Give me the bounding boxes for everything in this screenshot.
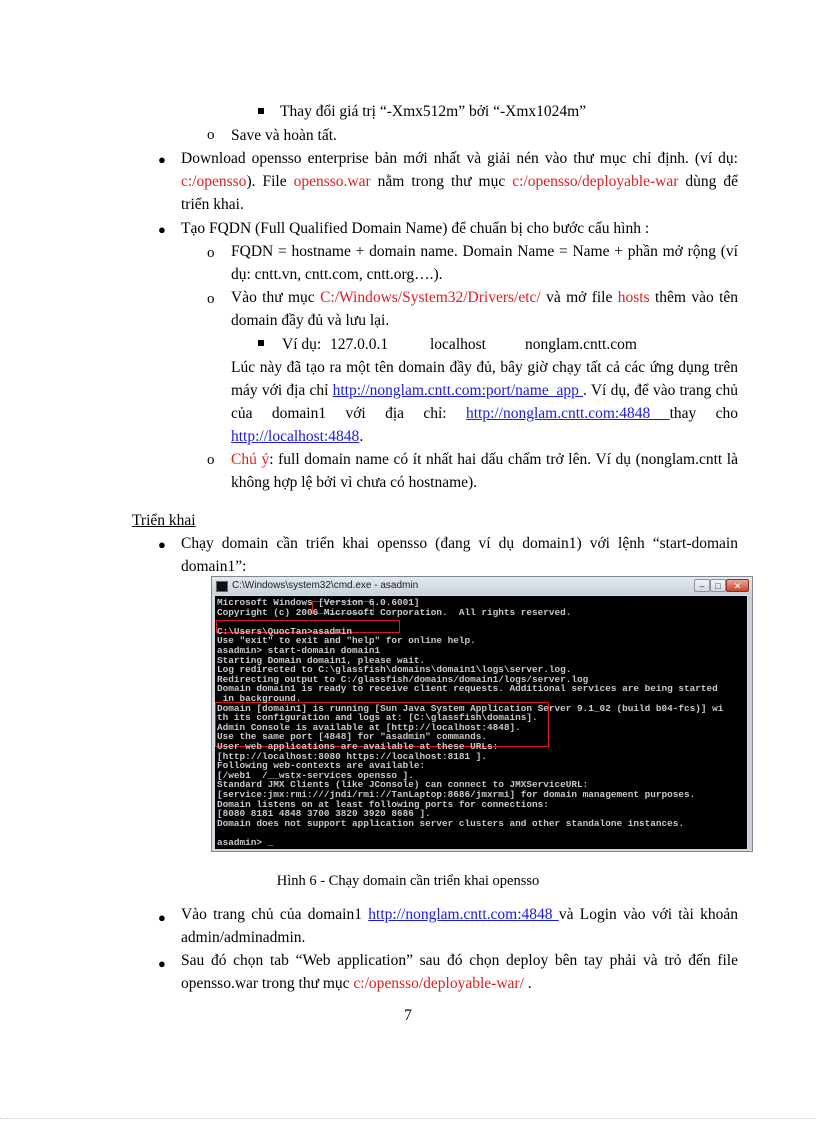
- circle-bullet-icon: o: [207, 245, 215, 261]
- download-text-2: ). File: [246, 173, 294, 190]
- console-line: Starting Domain domain1, please wait.: [217, 654, 426, 666]
- console-line: Domain [domain1] is running [Sun Java System Application Server 9.1_02 (build b04-fcs)] wi: [217, 702, 724, 714]
- login-text-2: và Login vào với tài khoản admin/adminadmin.: [181, 906, 738, 946]
- example-ip: 127.0.0.1: [330, 336, 389, 353]
- note-text-1: Lúc này đã tạo ra một tên domain đầy đủ, bây giờ chạy tất cả các ứng dụng trên máy với địa chỉ: [231, 359, 738, 399]
- download-paragraph: [181, 147, 738, 216]
- close-icon[interactable]: ✕: [726, 579, 749, 592]
- warning-paragraph: [231, 448, 738, 494]
- fqdn-title: Tạo FQDN (Full Qualified Domain Name) để chuẩn bị cho bước cấu hình :: [181, 220, 650, 237]
- square-bullet-icon: [258, 340, 264, 346]
- hosts-step-text-3: thêm vào tên domain đầy đủ và lưu lại.: [231, 289, 739, 329]
- console-line: Domain listens on at least following ports for connections:: [217, 798, 549, 810]
- console-line: asadmin> _: [217, 837, 274, 848]
- login-text-1: Vào trang chủ của domain1: [181, 906, 369, 923]
- console-line: Copyright (c) 2006 Microsoft Corporation. All rights reserved.: [217, 606, 572, 618]
- console-window: [211, 576, 753, 852]
- sub-bullet-text: Thay đổi giá trị “-Xmx512m” bởi “-Xmx1024m”: [280, 103, 587, 120]
- nonglam-4848-link[interactable]: http://nonglam.cntt.com:4848: [465, 405, 670, 422]
- download-text-4: dùng để triển khai.: [181, 173, 738, 213]
- dot-bullet-icon: ●: [158, 910, 166, 925]
- square-bullet-icon: [258, 108, 264, 114]
- console-line: [http://localhost:8080 https://localhost:8181 ].: [217, 750, 488, 762]
- warning-text: : full domain name có ít nhất hai dấu chấm trở lên. Ví dụ (nonglam.cntt là không hợp lệ bởi vì chưa có hostname).: [231, 451, 738, 491]
- console-titlebar: [212, 577, 752, 595]
- deploy-tab-text-2: .: [523, 975, 532, 992]
- note-text-4: .: [359, 428, 364, 445]
- cmd-icon: [216, 581, 228, 592]
- console-line: User web applications are available at these URLs:: [217, 741, 499, 752]
- console-line: [/web1 /__wstx-services opensso ].: [217, 769, 414, 781]
- deployable-war-folder: c:/opensso/deployable-war/: [353, 975, 524, 992]
- page-divider: [0, 1118, 816, 1119]
- minimize-icon[interactable]: –: [694, 579, 710, 592]
- download-text-1: Download opensso enterprise bản mới nhất và giải nén vào thư mục chỉ định. (ví dụ:: [181, 150, 738, 167]
- circle-bullet-icon: o: [207, 291, 215, 307]
- console-line: Admin Console is available at [http://localhost:4848].: [217, 721, 521, 733]
- circle-bullet-icon: o: [207, 452, 215, 468]
- console-scrollbar[interactable]: [748, 596, 752, 849]
- figure-caption: Hình 6 - Chạy domain cần triển khai opensso: [276, 873, 540, 889]
- console-line: Following web-contexts are available:: [217, 760, 426, 772]
- dot-bullet-icon: ●: [158, 956, 166, 971]
- page-number: 7: [404, 1007, 412, 1024]
- console-line: Use the same port [4848] for "asadmin" commands.: [217, 731, 488, 743]
- dot-bullet-icon: ●: [158, 152, 166, 167]
- console-line: Standard JMX Clients (like JConsole) can connect to JMXServiceURL:: [217, 779, 589, 791]
- console-line: Domain does not support application server clusters and other standalone instances.: [217, 817, 684, 829]
- opensso-path: c:/opensso: [181, 173, 247, 190]
- localhost-4848-link[interactable]: http://localhost:4848: [231, 428, 360, 445]
- example-label: Ví dụ:: [282, 336, 322, 353]
- console-line: Microsoft Windows [Version 6.0.6001]: [217, 597, 420, 608]
- example-domain: nonglam.cntt.com: [525, 336, 637, 353]
- example-host: localhost: [430, 336, 486, 353]
- console-line: Redirecting output to C:/glassfish/domains/domain1/logs/server.log: [217, 673, 589, 685]
- console-line: C:\Users\QuocTan>asadmin: [217, 625, 353, 637]
- fqdn-note: [231, 356, 738, 448]
- console-line: Use "exit" to exit and "help" for online help.: [217, 635, 476, 647]
- note-text-3: thay cho: [669, 405, 738, 422]
- maximize-icon[interactable]: □: [710, 579, 726, 592]
- console-line: th its configuration and logs at: [C:\glassfish\domains].: [217, 712, 538, 724]
- save-item-text: Save và hoàn tất.: [231, 127, 337, 144]
- drivers-etc-path: C:/Windows/System32/Drivers/etc/: [320, 289, 541, 306]
- console-title: C:\Windows\system32\cmd.exe - asadmin: [232, 580, 419, 591]
- dot-bullet-icon: ●: [158, 222, 166, 237]
- warning-label: Chú ý: [231, 451, 270, 468]
- note-text-2: . Ví dụ, để vào trang chủ của domain1 với địa chỉ:: [231, 382, 738, 422]
- domain1-admin-link[interactable]: http://nonglam.cntt.com:4848: [368, 906, 559, 923]
- circle-bullet-icon: o: [207, 127, 215, 143]
- deployable-war-path: c:/opensso/deployable-war: [512, 173, 679, 190]
- hosts-step-text-1: Vào thư mục: [231, 289, 321, 306]
- opensso-war-file: opensso.war: [293, 173, 371, 190]
- hosts-step: [231, 286, 738, 332]
- deploy-tab-paragraph: [181, 949, 738, 995]
- name-app-link[interactable]: http://nonglam.cntt.com:port/name_app: [332, 382, 584, 399]
- login-paragraph: [181, 903, 738, 949]
- console-line: in background.: [217, 693, 302, 704]
- run-domain-text: Chạy domain cần triển khai opensso (đang ví dụ domain1) với lệnh “start-domain domain1”:: [181, 535, 738, 575]
- dot-bullet-icon: ●: [158, 537, 166, 552]
- hosts-file: hosts: [617, 289, 650, 306]
- console-line: [8080 8181 4848 3700 3820 3920 8686 ].: [217, 808, 431, 820]
- console-line: Domain domain1 is ready to receive client requests. Additional services are being started: [217, 683, 718, 695]
- fqdn-definition: FQDN = hostname + domain name. Domain Name = Name + phần mở rộng (ví dụ: cntt.vn, cntt.com, cntt.org….).: [231, 243, 738, 283]
- deploy-tab-text-1: Sau đó chọn tab “Web application” sau đó chọn deploy bên tay phải và trỏ đến file opensso.war trong thư mục: [181, 952, 738, 992]
- console-line: asadmin> start-domain domain1: [217, 645, 381, 656]
- download-text-3: nằm trong thư mục: [370, 173, 513, 190]
- console-line: Log redirected to C:\glassfish\domains\domain1\logs\server.log.: [217, 664, 572, 676]
- hosts-step-text-2: và mở file: [540, 289, 618, 306]
- console-screen: [215, 596, 747, 849]
- deploy-heading: Triển khai: [132, 512, 196, 529]
- console-line: [service:jmx:rmi:///jndi/rmi://TanLaptop:8686/jmxrmi] for domain management purposes.: [217, 789, 696, 800]
